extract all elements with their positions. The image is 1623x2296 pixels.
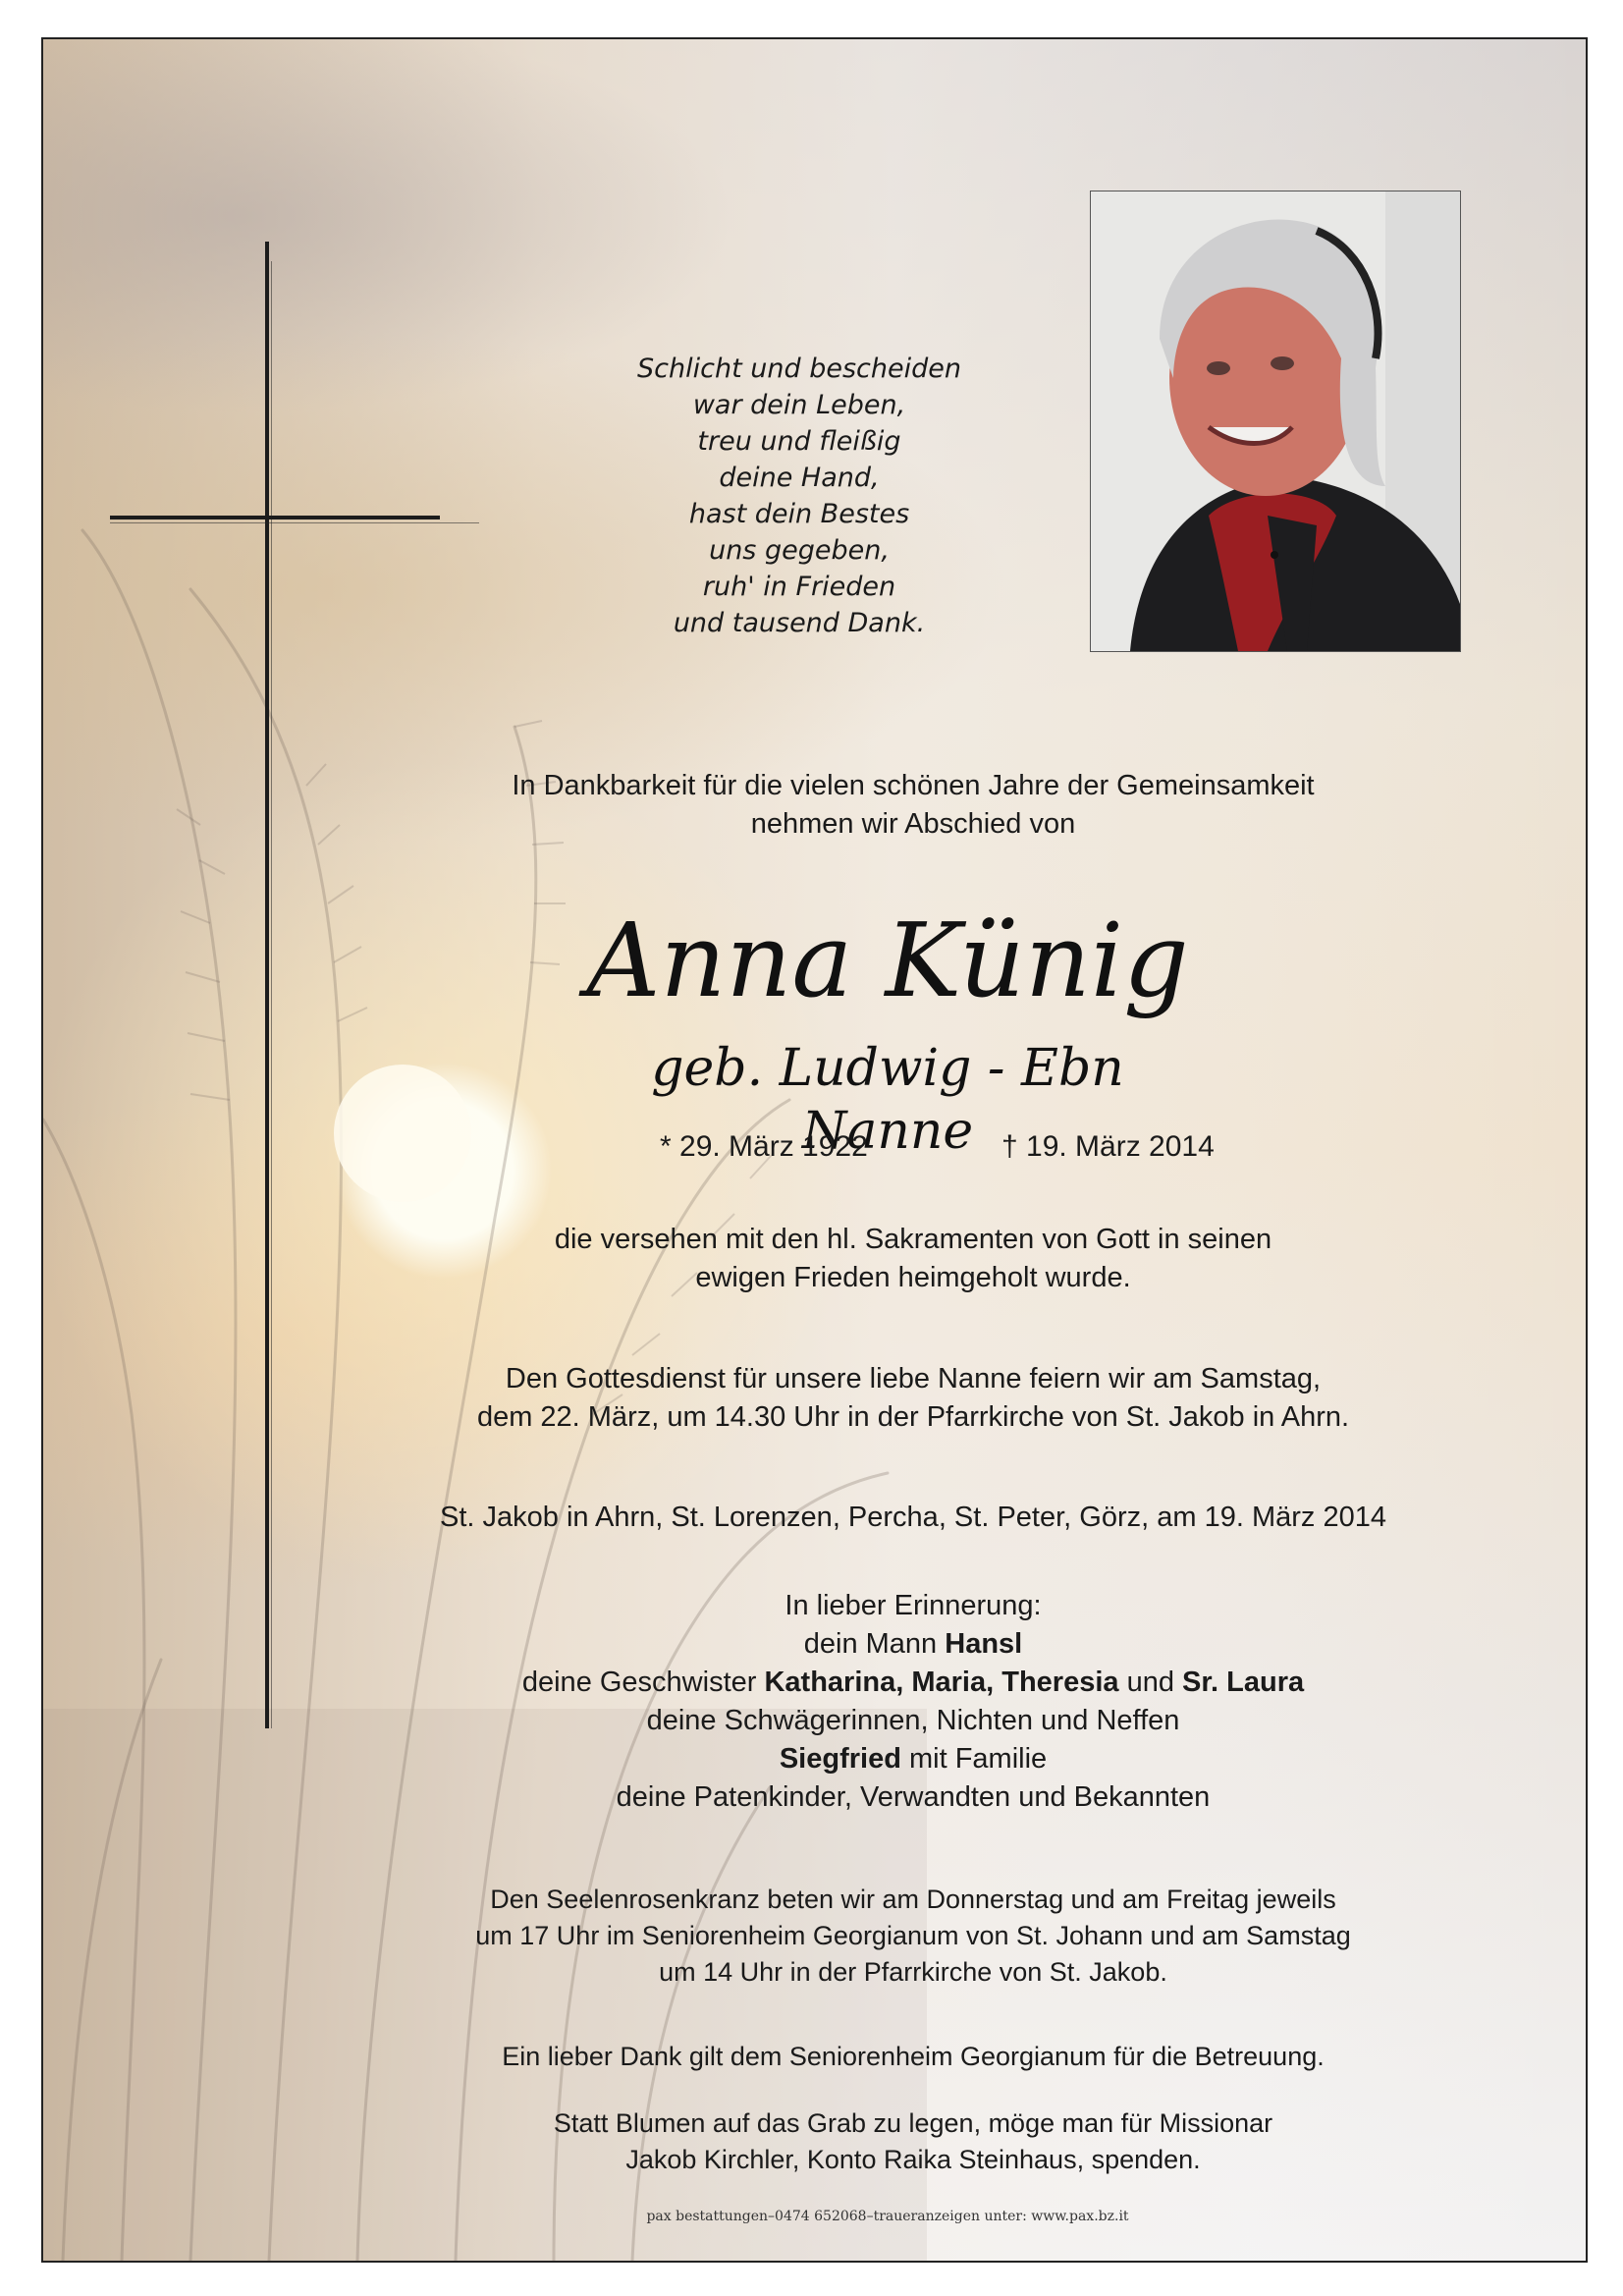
mourner-siegfried	[363, 1740, 1463, 1778]
death-date: † 19. März 2014	[1001, 1130, 1215, 1163]
mourner-siblings	[363, 1664, 1463, 1702]
rosary-text	[363, 1882, 1463, 1991]
mourner-siblings-prefix: deine Geschwister	[521, 1667, 765, 1698]
rosary-line-1: Den Seelenrosenkranz beten wir am Donnerstag und am Freitag jeweils	[490, 1885, 1336, 1914]
cross-bar	[110, 516, 440, 519]
sacraments-line-2: ewigen Frieden heimgeholt wurde.	[695, 1262, 1131, 1293]
service-line-1: Den Gottesdienst für unsere liebe Nanne feiern wir am Samstag,	[505, 1363, 1322, 1394]
poem-line: uns gegeben,	[709, 535, 890, 566]
places-and-date	[363, 1499, 1463, 1537]
mourner-siblings-names: Katharina, Maria, Theresia	[764, 1667, 1119, 1698]
memorial-poem	[573, 351, 1025, 641]
poem-line: Schlicht und bescheiden	[637, 354, 961, 384]
funeral-service-text	[363, 1360, 1463, 1437]
deceased-name: Anna Künig	[586, 901, 1189, 1020]
thanks-line: Ein lieber Dank gilt dem Seniorenheim Georgianum für die Betreuung.	[502, 2042, 1325, 2071]
donation-line-1: Statt Blumen auf das Grab zu legen, möge man für Missionar	[553, 2108, 1273, 2138]
places-date-line: St. Jakob in Ahrn, St. Lorenzen, Percha, St. Peter, Görz, am 19. März 2014	[440, 1502, 1386, 1533]
mourner-siegfried-suffix: mit Familie	[900, 1743, 1048, 1775]
poem-line: ruh' in Frieden	[702, 572, 896, 602]
poem-line: treu und fleißig	[697, 426, 901, 457]
cross-icon	[265, 242, 269, 1728]
mourner-husband	[363, 1625, 1463, 1664]
cross-shadow-vertical	[271, 261, 272, 1728]
mourners-heading: In lieber Erinnerung:	[784, 1590, 1042, 1621]
intro-line-1: In Dankbarkeit für die vielen schönen Jahre der Gemeinsamkeit	[512, 770, 1315, 801]
rosary-line-3: um 14 Uhr in der Pfarrkirche von St. Jakob.	[659, 1957, 1167, 1987]
portrait-illustration	[1091, 191, 1460, 651]
birth-date: * 29. März 1922	[660, 1130, 868, 1163]
rosary-line-2: um 17 Uhr im Seniorenheim Georgianum von St. Johann und am Samstag	[475, 1921, 1351, 1950]
mourner-siegfried-name: Siegfried	[779, 1743, 901, 1775]
service-line-2: dem 22. März, um 14.30 Uhr in der Pfarrkirche von St. Jakob in Ahrn.	[476, 1401, 1350, 1433]
mourner-husband-name: Hansl	[945, 1628, 1023, 1660]
mourner-siblings-last: Sr. Laura	[1182, 1667, 1305, 1698]
maiden-name: geb. Ludwig - Ebn Nanne	[651, 1039, 1124, 1161]
publisher-footer: pax bestattungen–0474 652068–traueranzeigen unter: www.pax.bz.it	[646, 2209, 1129, 2224]
mourners-list	[363, 1587, 1463, 1817]
mourner-others: deine Patenkinder, Verwandten und Bekannten	[616, 1781, 1211, 1813]
donation-line-2: Jakob Kirchler, Konto Raika Steinhaus, spenden.	[625, 2145, 1201, 2174]
poem-line: war dein Leben,	[692, 390, 906, 420]
intro-line-2: nehmen wir Abschied von	[750, 808, 1076, 840]
obituary-card	[41, 37, 1588, 2263]
mourner-inlaws: deine Schwägerinnen, Nichten und Neffen	[646, 1705, 1180, 1736]
poem-line: hast dein Bestes	[688, 499, 910, 529]
sacraments-text	[363, 1221, 1463, 1297]
portrait-photo	[1090, 191, 1461, 652]
poem-line: deine Hand,	[719, 463, 880, 493]
poem-line: und tausend Dank.	[673, 608, 926, 638]
intro-text	[363, 767, 1463, 844]
sacraments-line-1: die versehen mit den hl. Sakramenten von Gott in seinen	[554, 1224, 1272, 1255]
thanks-text	[363, 2039, 1463, 2075]
donation-text	[363, 2105, 1463, 2178]
mourner-siblings-and: und	[1118, 1667, 1183, 1698]
cross-shadow-horizontal	[110, 522, 479, 523]
mourner-husband-prefix: dein Mann	[803, 1628, 946, 1660]
